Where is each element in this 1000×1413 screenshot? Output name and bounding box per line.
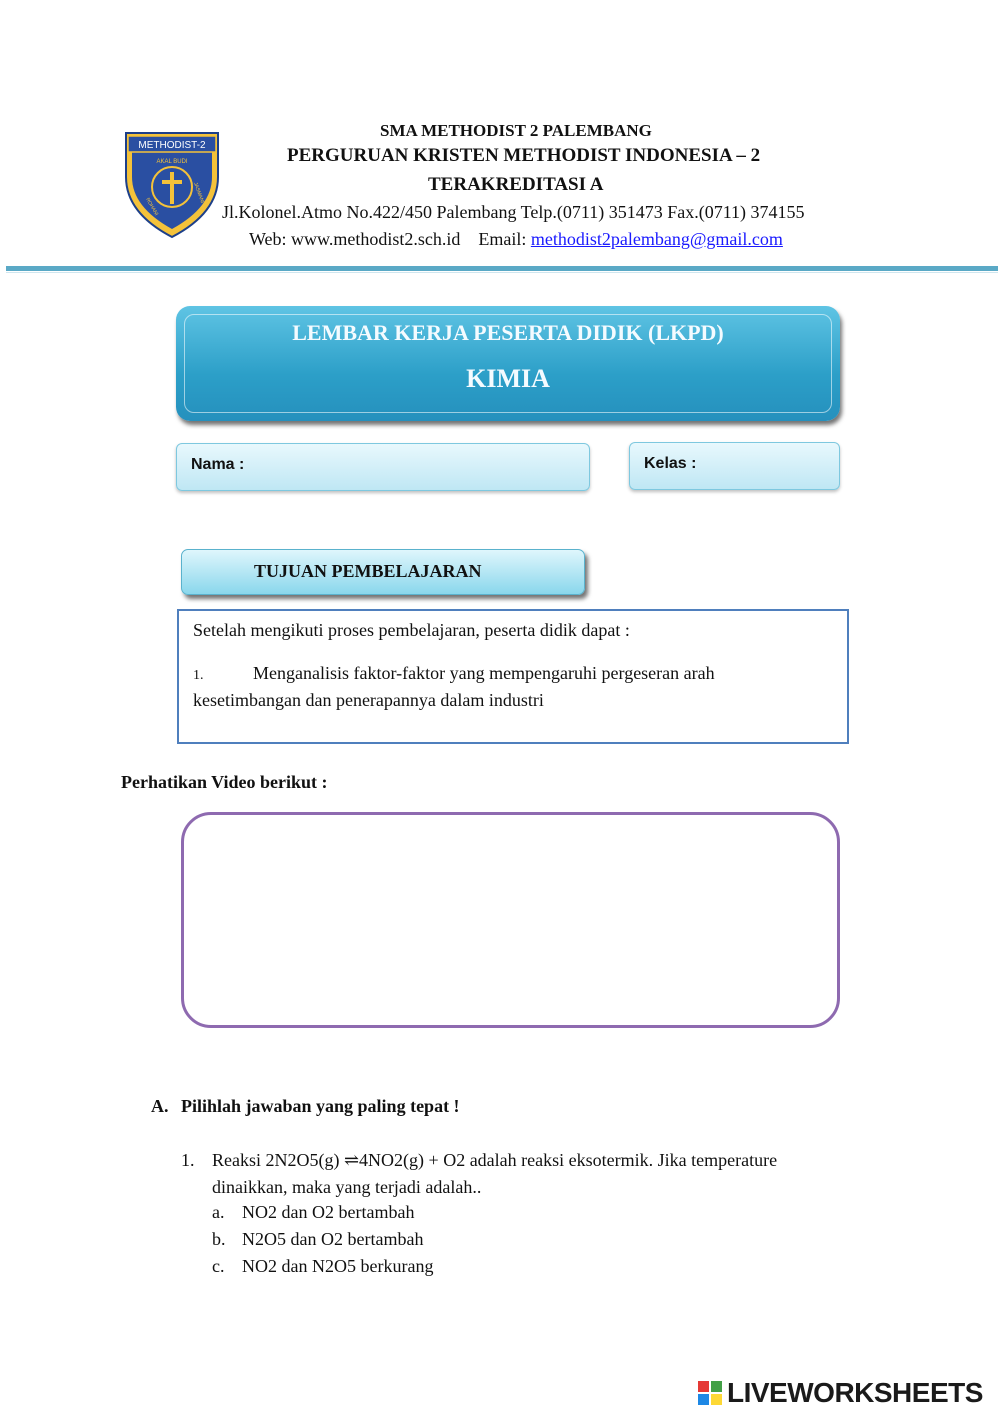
option-b-letter: b.: [212, 1229, 226, 1249]
title-banner: [176, 306, 840, 421]
question-number: 1.: [181, 1150, 195, 1170]
email-label: Email:: [478, 229, 527, 249]
logo-arc-text: AKAL BUDI: [156, 159, 188, 165]
option-a-letter: a.: [212, 1202, 225, 1222]
option-b[interactable]: [212, 1229, 423, 1250]
option-a[interactable]: [212, 1202, 414, 1223]
cross-icon: [170, 172, 174, 204]
option-c-text: NO2 dan N2O5 berkurang: [242, 1256, 434, 1276]
question-text-line1: Reaksi 2N2O5(g) ⇌4NO2(g) + O2 adalah reaksi eksotermik. Jika temperature: [212, 1150, 778, 1170]
organization-name: PERGURUAN KRISTEN METHODIST INDONESIA – 2: [287, 145, 761, 166]
email-link[interactable]: methodist2palembang@gmail.com: [530, 229, 783, 249]
objectives-intro: Setelah mengikuti proses pembelajaran, peserta didik dapat :: [193, 620, 630, 640]
option-a-text: NO2 dan O2 bertambah: [242, 1202, 415, 1222]
option-c-letter: c.: [212, 1256, 225, 1276]
learning-objectives-box: [177, 609, 849, 744]
section-a-heading: [151, 1096, 460, 1117]
brand-name: LIVEWORKSHEETS: [727, 1377, 983, 1408]
option-b-text: N2O5 dan O2 bertambah: [242, 1229, 424, 1249]
logo-left-text: ROHANI: [144, 197, 160, 217]
website: Web: www.methodist2.sch.id: [249, 229, 461, 249]
school-name: SMA METHODIST 2 PALEMBANG: [380, 121, 652, 140]
school-address: Jl.Kolonel.Atmo No.422/450 Palembang Telp.(0711) 351473 Fax.(0711) 374155: [222, 202, 805, 222]
accreditation: TERAKREDITASI A: [428, 174, 604, 195]
header-divider: [6, 266, 998, 271]
video-instruction: Perhatikan Video berikut :: [121, 772, 328, 792]
liveworksheets-icon: [697, 1380, 723, 1406]
class-label: Kelas :: [644, 455, 697, 472]
school-logo: [122, 127, 222, 239]
option-c[interactable]: [212, 1256, 433, 1277]
name-label: Nama :: [191, 456, 245, 473]
class-field[interactable]: [629, 442, 840, 490]
name-field[interactable]: [176, 443, 590, 491]
header-divider-shadow: [6, 272, 998, 273]
video-placeholder[interactable]: [181, 812, 840, 1028]
objective-text-line1: Menganalisis faktor-faktor yang mempengaruhi pergeseran arah: [253, 663, 715, 683]
worksheet-title: LEMBAR KERJA PESERTA DIDIK (LKPD): [292, 320, 724, 345]
learning-objectives-header: [181, 549, 585, 595]
section-a-letter: A.: [151, 1096, 169, 1116]
objective-text-line2: kesetimbangan dan penerapannya dalam industri: [193, 690, 544, 710]
logo-right-text: JASMANI: [192, 181, 206, 205]
learning-objectives-title: TUJUAN PEMBELAJARAN: [254, 561, 482, 581]
objective-number: 1.: [193, 668, 204, 683]
logo-title-text: METHODIST-2: [138, 140, 206, 151]
question-text-line2: dinaikkan, maka yang terjadi adalah..: [212, 1177, 482, 1197]
section-a-instruction: Pilihlah jawaban yang paling tepat !: [181, 1096, 460, 1116]
subject-title: KIMIA: [466, 364, 550, 393]
contact-line: [249, 229, 783, 250]
